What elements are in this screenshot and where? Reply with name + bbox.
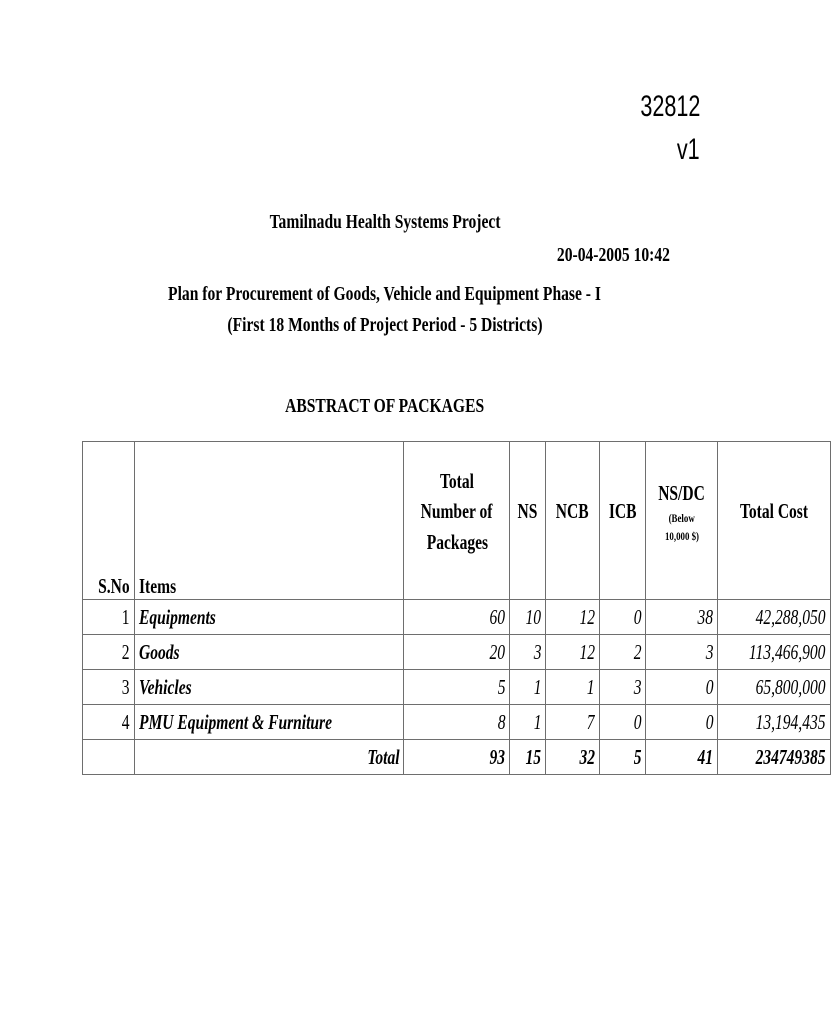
totals-label: Total: [134, 740, 404, 775]
table-header-row: [83, 442, 831, 600]
cell-sno-empty: [83, 740, 135, 775]
totals-ns: 15: [510, 740, 546, 775]
section-title: ABSTRACT OF PACKAGES: [285, 395, 485, 417]
header-nsdc: NS/DC (Below 10,000 $): [646, 442, 718, 600]
totals-ncb: 32: [546, 740, 599, 775]
cell-nsdc: 0: [646, 705, 718, 740]
cell-ncb: 12: [546, 600, 599, 635]
cell-total: 20: [404, 635, 510, 670]
totals-nsdc: 41: [646, 740, 718, 775]
document-version: v1: [677, 133, 700, 166]
cell-ns: 1: [510, 705, 546, 740]
cell-icb: 0: [599, 705, 645, 740]
packages-table: [82, 441, 831, 775]
project-title: Tamilnadu Health Systems Project: [269, 211, 501, 233]
cell-ns: 3: [510, 635, 546, 670]
header-items: Items: [134, 442, 404, 600]
cell-item: Equipments: [134, 600, 404, 635]
cell-item: Vehicles: [134, 670, 404, 705]
header-total-cost: Total Cost: [718, 442, 830, 600]
totals-total: 93: [404, 740, 510, 775]
cell-total: 5: [404, 670, 510, 705]
cell-item: PMU Equipment & Furniture: [134, 705, 404, 740]
cell-total: 8: [404, 705, 510, 740]
cell-cost: 65,800,000: [718, 670, 830, 705]
cell-sno: 1: [83, 600, 135, 635]
plan-subtitle: (First 18 Months of Project Period - 5 Districts): [227, 314, 543, 336]
cell-total: 60: [404, 600, 510, 635]
cell-sno: 4: [83, 705, 135, 740]
document-number: 32812: [639, 90, 700, 123]
cell-ns: 10: [510, 600, 546, 635]
cell-cost: 42,288,050: [718, 600, 830, 635]
totals-icb: 5: [599, 740, 645, 775]
header-icb: ICB: [599, 442, 645, 600]
cell-item: Goods: [134, 635, 404, 670]
header-ncb: NCB: [546, 442, 599, 600]
header-sno: S.No: [83, 442, 135, 600]
plan-title: Plan for Procurement of Goods, Vehicle and Equipment Phase - I: [168, 283, 602, 305]
cell-nsdc: 0: [646, 670, 718, 705]
cell-cost: 113,466,900: [718, 635, 830, 670]
table-row: [83, 600, 831, 635]
cell-nsdc: 38: [646, 600, 718, 635]
table-row: [83, 670, 831, 705]
cell-ncb: 7: [546, 705, 599, 740]
totals-row: [83, 740, 831, 775]
cell-ncb: 1: [546, 670, 599, 705]
cell-nsdc: 3: [646, 635, 718, 670]
cell-icb: 3: [599, 670, 645, 705]
header-total-packages: Total Number of Packages: [404, 442, 510, 600]
header-ns: NS: [510, 442, 546, 600]
table-row: [83, 705, 831, 740]
cell-cost: 13,194,435: [718, 705, 830, 740]
cell-ns: 1: [510, 670, 546, 705]
table-row: [83, 635, 831, 670]
cell-sno: 3: [83, 670, 135, 705]
cell-icb: 0: [599, 600, 645, 635]
cell-ncb: 12: [546, 635, 599, 670]
totals-cost: 234749385: [718, 740, 830, 775]
cell-sno: 2: [83, 635, 135, 670]
date-time: 20-04-2005 10:42: [556, 244, 670, 266]
cell-icb: 2: [599, 635, 645, 670]
